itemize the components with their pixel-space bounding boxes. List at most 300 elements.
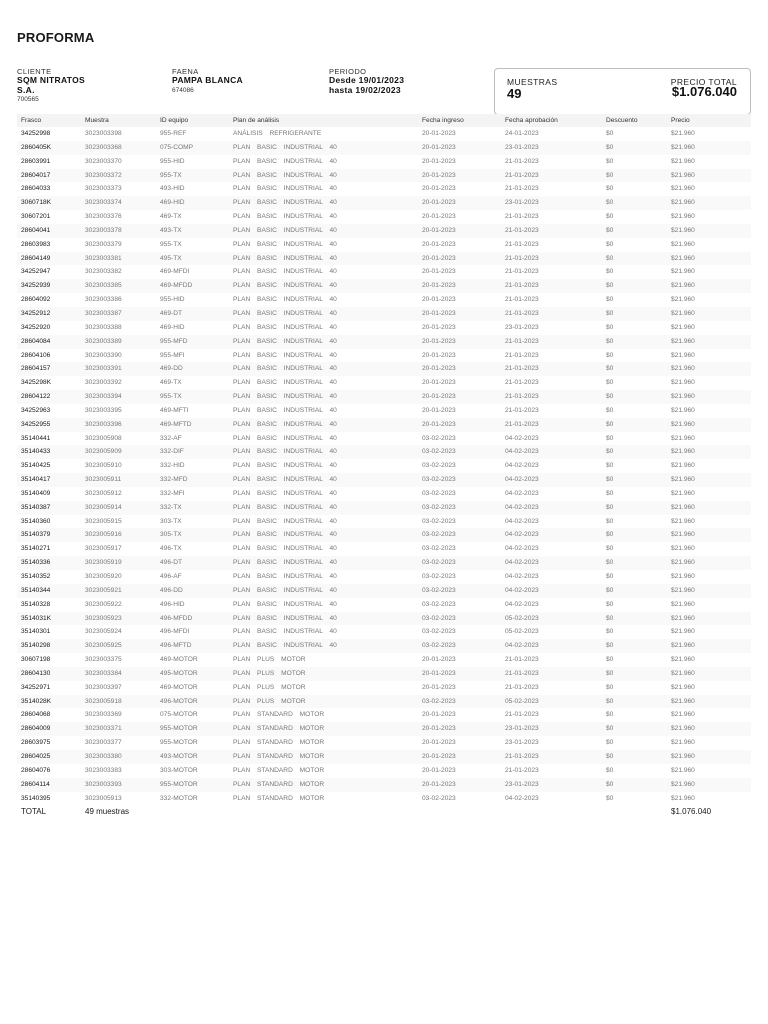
cell-fecha-ingreso: 20-01-2023 [422,296,456,304]
cell-fecha-ingreso: 20-01-2023 [422,420,456,428]
cell-muestra: 3023005912 [85,489,122,497]
cell-id-equipo: 469-MFTI [160,406,189,414]
cell-id-equipo: 955-REF [160,130,187,137]
header-descuento: Descuento [606,117,638,124]
table-row [17,169,751,183]
cell-muestra: 3023005909 [85,448,122,456]
cell-id-equipo: 469-MFDD [160,282,193,290]
table-row [17,238,751,252]
cell-muestra: 3023005911 [85,476,122,484]
table-row [17,584,751,598]
cell-descuento: $0 [606,766,614,774]
cell-frasco: 35140352 [21,573,51,580]
cell-muestra: 3023003381 [85,254,122,262]
cell-id-equipo: 305-TX [160,531,182,539]
cell-precio: $21.960 [671,752,695,760]
table-row [17,764,751,778]
cell-muestra: 3023005915 [85,517,122,525]
cell-descuento: $0 [606,780,614,788]
cell-descuento: $0 [606,642,614,650]
cell-muestra: 3023005914 [85,503,122,511]
cell-precio: $21.960 [671,379,695,387]
cell-fecha-ingreso: 20-01-2023 [422,130,456,137]
cell-fecha-aprobacion: 05-02-2023 [505,697,539,705]
cell-fecha-ingreso: 20-01-2023 [422,766,456,774]
cell-fecha-aprobacion: 04-02-2023 [505,434,539,442]
cell-id-equipo: 955-MFI [160,351,185,359]
cell-fecha-aprobacion: 21-01-2023 [505,683,539,691]
cell-id-equipo: 469-HID [160,199,185,207]
cell-descuento: $0 [606,309,614,317]
cell-descuento: $0 [606,462,614,470]
table-row [17,722,751,736]
cell-descuento: $0 [606,683,614,691]
cell-frasco: 28604130 [21,669,51,677]
cell-frasco: 28604149 [21,254,51,262]
cell-fecha-ingreso: 20-01-2023 [422,171,456,179]
cell-precio: $21.960 [671,448,695,456]
cell-descuento: $0 [606,393,614,401]
cell-id-equipo: 493-HID [160,185,185,193]
cell-precio: $21.960 [671,628,695,636]
cell-frasco: 35140417 [21,476,51,484]
cell-fecha-ingreso: 03-02-2023 [422,531,456,539]
cell-plan: PLAN BASIC INDUSTRIAL 40 [233,240,337,248]
cell-frasco: 28604092 [21,296,51,304]
cell-precio: $21.960 [671,268,695,276]
cell-frasco: 28604076 [21,766,51,774]
cell-frasco: 35140433 [21,448,51,456]
cell-descuento: $0 [606,600,614,608]
cell-fecha-aprobacion: 21-01-2023 [505,268,539,276]
cell-descuento: $0 [606,752,614,760]
table-row [17,404,751,418]
table-row [17,667,751,681]
cell-muestra: 3023003389 [85,337,122,345]
cell-id-equipo: 332-TX [160,503,182,511]
cell-plan: PLAN BASIC INDUSTRIAL 40 [233,213,337,221]
cell-descuento: $0 [606,697,614,705]
cell-fecha-aprobacion: 04-02-2023 [505,476,539,484]
cell-plan: PLAN BASIC INDUSTRIAL 40 [233,268,337,276]
cell-muestra: 3023003372 [85,171,122,179]
table-row [17,335,751,349]
cell-frasco: 30607201 [21,213,51,221]
cell-fecha-ingreso: 03-02-2023 [422,600,456,608]
cell-precio: $21.960 [671,323,695,331]
cell-fecha-aprobacion: 21-01-2023 [505,711,539,719]
table-row [17,695,751,709]
cell-descuento: $0 [606,337,614,345]
total-label: TOTAL [21,807,47,817]
table-row [17,418,751,432]
cell-precio: $21.960 [671,476,695,484]
cell-muestra: 3023003392 [85,379,122,387]
cell-fecha-aprobacion: 21-01-2023 [505,309,539,317]
cell-fecha-aprobacion: 21-01-2023 [505,296,539,304]
cell-id-equipo: 493-MOTOR [160,752,198,760]
cell-id-equipo: 955-TX [160,240,182,248]
cell-muestra: 3023003390 [85,351,122,359]
cell-frasco: 35140379 [21,531,51,539]
cell-fecha-aprobacion: 04-02-2023 [505,559,539,567]
cell-plan: PLAN BASIC INDUSTRIAL 40 [233,143,337,151]
cell-fecha-aprobacion: 23-01-2023 [505,199,539,207]
cell-fecha-ingreso: 20-01-2023 [422,240,456,248]
cell-id-equipo: 955-TX [160,171,182,179]
cell-descuento: $0 [606,656,614,664]
cell-frasco: 35140387 [21,503,51,511]
cell-plan: PLAN BASIC INDUSTRIAL 40 [233,351,337,359]
cell-descuento: $0 [606,379,614,387]
cell-muestra: 3023005910 [85,462,122,470]
cell-descuento: $0 [606,254,614,262]
cell-plan: PLAN BASIC INDUSTRIAL 40 [233,517,337,525]
table-row [17,570,751,584]
cell-fecha-aprobacion: 04-02-2023 [505,586,539,594]
cell-plan: PLAN BASIC INDUSTRIAL 40 [233,503,337,511]
cell-precio: $21.960 [671,669,695,677]
cell-fecha-ingreso: 03-02-2023 [422,614,456,622]
cell-muestra: 3023003378 [85,226,122,234]
cell-fecha-ingreso: 20-01-2023 [422,683,456,691]
table-row [17,432,751,446]
cell-frasco: 35140271 [21,545,51,553]
cell-fecha-aprobacion: 23-01-2023 [505,739,539,747]
cell-plan: PLAN BASIC INDUSTRIAL 40 [233,393,337,401]
cell-fecha-ingreso: 03-02-2023 [422,489,456,497]
cell-muestra: 3023003380 [85,752,122,760]
cell-fecha-aprobacion: 04-02-2023 [505,503,539,511]
cell-precio: $21.960 [671,143,695,151]
cell-precio: $21.960 [671,683,695,691]
table-row [17,390,751,404]
cell-fecha-ingreso: 03-02-2023 [422,794,456,802]
cell-fecha-aprobacion: 04-02-2023 [505,794,539,802]
cell-plan: PLAN STANDARD MOTOR [233,739,325,747]
cell-descuento: $0 [606,573,614,580]
cell-frasco: 35140441 [21,434,51,442]
cell-id-equipo: 496-HID [160,600,185,608]
cell-frasco: 35140395 [21,794,51,802]
cell-fecha-aprobacion: 23-01-2023 [505,725,539,733]
cell-precio: $21.960 [671,559,695,567]
cell-frasco: 28604009 [21,725,51,733]
cell-fecha-ingreso: 03-02-2023 [422,628,456,636]
cell-muestra: 3023003375 [85,656,122,664]
precio-total-label: PRECIO TOTAL [670,77,737,87]
cell-descuento: $0 [606,739,614,747]
cell-muestra: 3023005918 [85,697,122,705]
cell-frasco: 35140301 [21,628,51,636]
cell-fecha-aprobacion: 05-02-2023 [505,614,539,622]
cell-fecha-aprobacion: 21-01-2023 [505,669,539,677]
cell-precio: $21.960 [671,794,695,802]
cell-frasco: 28603991 [21,157,51,165]
cell-frasco: 3425298K [21,379,52,387]
cell-fecha-aprobacion: 21-01-2023 [505,226,539,234]
cell-plan: PLAN BASIC INDUSTRIAL 40 [233,323,337,331]
cell-plan: PLAN STANDARD MOTOR [233,766,325,774]
cell-precio: $21.960 [671,351,695,359]
cell-fecha-aprobacion: 04-02-2023 [505,462,539,470]
cell-plan: PLAN BASIC INDUSTRIAL 40 [233,448,337,456]
cell-precio: $21.960 [671,254,695,262]
cell-frasco: 28604025 [21,752,51,760]
cell-id-equipo: 469-DD [160,365,183,373]
cell-precio: $21.960 [671,337,695,345]
cell-plan: PLAN PLUS MOTOR [233,683,306,691]
cell-id-equipo: 332-MFD [160,476,188,484]
cell-fecha-aprobacion: 21-01-2023 [505,351,539,359]
cell-frasco: 34252955 [21,420,51,428]
cell-plan: PLAN BASIC INDUSTRIAL 40 [233,406,337,414]
periodo-block [329,68,469,95]
cell-fecha-ingreso: 20-01-2023 [422,752,456,760]
cell-muestra: 3023003395 [85,406,122,414]
cell-fecha-ingreso: 03-02-2023 [422,503,456,511]
cell-muestra: 3023003371 [85,725,122,733]
cell-fecha-ingreso: 20-01-2023 [422,739,456,747]
table-row [17,224,751,238]
cell-descuento: $0 [606,351,614,359]
table-row [17,459,751,473]
cell-id-equipo: 303-TX [160,517,182,525]
cell-descuento: $0 [606,711,614,719]
muestras-value: 49 [507,86,522,101]
cell-precio: $21.960 [671,586,695,594]
cell-descuento: $0 [606,545,614,553]
faena-code: 674086 [172,86,194,94]
cell-fecha-ingreso: 20-01-2023 [422,780,456,788]
cell-muestra: 3023003396 [85,420,122,428]
cell-frasco: 28604041 [21,226,51,234]
cell-descuento: $0 [606,517,614,525]
cell-fecha-ingreso: 20-01-2023 [422,199,456,207]
cell-fecha-aprobacion: 21-01-2023 [505,379,539,387]
table-row [17,293,751,307]
cell-plan: PLAN BASIC INDUSTRIAL 40 [233,296,337,304]
cell-frasco: 28604017 [21,171,51,179]
cell-fecha-ingreso: 20-01-2023 [422,309,456,317]
cell-muestra: 3023003397 [85,683,122,691]
cell-id-equipo: 332-DIF [160,448,184,456]
cell-plan: PLAN BASIC INDUSTRIAL 40 [233,171,337,179]
table-row [17,612,751,626]
cell-precio: $21.960 [671,489,695,497]
table-row [17,127,751,141]
cell-descuento: $0 [606,199,614,207]
cell-precio: $21.960 [671,711,695,719]
cell-precio: $21.960 [671,462,695,470]
cell-id-equipo: 332-MOTOR [160,794,198,802]
cell-muestra: 3023003373 [85,185,122,193]
cell-frasco: 34252939 [21,282,51,290]
cell-descuento: $0 [606,628,614,636]
cell-descuento: $0 [606,240,614,248]
cell-fecha-ingreso: 03-02-2023 [422,517,456,525]
table-row [17,708,751,722]
cell-fecha-aprobacion: 21-01-2023 [505,337,539,345]
cell-precio: $21.960 [671,780,695,788]
cell-muestra: 3023005919 [85,559,122,567]
cell-muestra: 3023003376 [85,213,122,221]
header-plan: Plan de análisis [233,117,280,124]
cell-precio: $21.960 [671,656,695,664]
cell-fecha-aprobacion: 21-01-2023 [505,393,539,401]
cell-plan: PLAN STANDARD MOTOR [233,711,325,719]
cell-id-equipo: 469-MOTOR [160,683,198,691]
cell-plan: PLAN PLUS MOTOR [233,697,306,705]
cell-plan: PLAN BASIC INDUSTRIAL 40 [233,337,337,345]
cell-id-equipo: 075-MOTOR [160,711,198,719]
cell-fecha-aprobacion: 21-01-2023 [505,365,539,373]
cell-plan: PLAN BASIC INDUSTRIAL 40 [233,489,337,497]
cell-fecha-ingreso: 20-01-2023 [422,365,456,373]
cell-precio: $21.960 [671,614,695,622]
table-row [17,279,751,293]
cell-plan: PLAN BASIC INDUSTRIAL 40 [233,226,337,234]
cell-precio: $21.960 [671,517,695,525]
cell-fecha-aprobacion: 21-01-2023 [505,213,539,221]
cell-descuento: $0 [606,586,614,594]
table-row [17,196,751,210]
cell-muestra: 3023003382 [85,268,122,276]
cell-precio: $21.960 [671,642,695,650]
header-fecha-aprobacion: Fecha aprobación [505,117,558,124]
cell-precio: $21.960 [671,199,695,207]
cell-descuento: $0 [606,448,614,456]
page-title: PROFORMA [17,30,95,45]
cell-precio: $21.960 [671,725,695,733]
cell-frasco: 35140298 [21,642,51,650]
cell-muestra: 3023003368 [85,143,122,151]
cell-fecha-aprobacion: 21-01-2023 [505,185,539,193]
cell-fecha-ingreso: 03-02-2023 [422,476,456,484]
cell-descuento: $0 [606,282,614,290]
table-row [17,515,751,529]
table-row [17,792,751,806]
summary-box [494,68,751,115]
table-row [17,625,751,639]
cell-precio: $21.960 [671,739,695,747]
samples-table [17,114,751,819]
cell-id-equipo: 469-MOTOR [160,656,198,664]
cell-descuento: $0 [606,406,614,414]
cell-descuento: $0 [606,434,614,442]
cliente-label: CLIENTE [17,67,52,76]
cell-frasco: 35140336 [21,559,51,567]
cell-frasco: 35140360 [21,517,51,525]
table-row [17,210,751,224]
cell-descuento: $0 [606,268,614,276]
header-muestra: Muestra [85,117,109,124]
cell-id-equipo: 303-MOTOR [160,766,198,774]
table-row [17,653,751,667]
cell-frasco: 35140344 [21,586,51,594]
cell-plan: PLAN BASIC INDUSTRIAL 40 [233,462,337,470]
total-amount: $1.076.040 [671,807,712,817]
cell-fecha-ingreso: 20-01-2023 [422,323,456,331]
cell-fecha-aprobacion: 23-01-2023 [505,323,539,331]
cell-id-equipo: 075-COMP [160,143,193,151]
cell-muestra: 3023003369 [85,711,122,719]
cell-frasco: 28604114 [21,780,50,788]
cell-plan: PLAN BASIC INDUSTRIAL 40 [233,531,337,539]
cell-descuento: $0 [606,559,614,567]
cell-plan: PLAN BASIC INDUSTRIAL 40 [233,614,337,622]
cell-precio: $21.960 [671,296,695,304]
cell-id-equipo: 496-MFTD [160,642,192,650]
table-row [17,321,751,335]
table-row [17,182,751,196]
cell-frasco: 34252998 [21,130,51,137]
cell-fecha-aprobacion: 05-02-2023 [505,628,539,636]
cell-muestra: 3023003387 [85,309,122,317]
cell-fecha-ingreso: 03-02-2023 [422,573,456,580]
cell-frasco: 34252963 [21,406,51,414]
cell-fecha-ingreso: 20-01-2023 [422,406,456,414]
cell-fecha-ingreso: 20-01-2023 [422,268,456,276]
cell-frasco: 34252971 [21,683,51,691]
cell-fecha-aprobacion: 21-01-2023 [505,420,539,428]
table-row [17,362,751,376]
table-row [17,639,751,653]
cell-fecha-ingreso: 20-01-2023 [422,725,456,733]
cell-descuento: $0 [606,531,614,539]
cell-fecha-aprobacion: 21-01-2023 [505,282,539,290]
cell-id-equipo: 496-MFDI [160,628,190,636]
cell-precio: $21.960 [671,130,695,137]
cell-plan: PLAN BASIC INDUSTRIAL 40 [233,282,337,290]
table-row [17,141,751,155]
cell-descuento: $0 [606,489,614,497]
cell-id-equipo: 955-MFD [160,337,188,345]
table-row [17,445,751,459]
cell-frasco: 28604122 [21,393,51,401]
table-row [17,501,751,515]
cell-fecha-ingreso: 20-01-2023 [422,185,456,193]
cell-precio: $21.960 [671,766,695,774]
faena-name: PAMPA BLANCA [172,75,243,85]
cell-muestra: 3023003394 [85,393,122,401]
cell-id-equipo: 955-MOTOR [160,739,198,747]
cell-plan: PLAN BASIC INDUSTRIAL 40 [233,365,337,373]
cell-frasco: 35140328 [21,600,51,608]
cell-precio: $21.960 [671,503,695,511]
cell-precio: $21.960 [671,226,695,234]
cell-frasco: 34252912 [21,309,51,317]
cell-muestra: 3023005922 [85,600,122,608]
cell-fecha-ingreso: 20-01-2023 [422,379,456,387]
cell-id-equipo: 469-TX [160,379,182,387]
cell-frasco: 3060718K [21,199,52,207]
cell-id-equipo: 496-AF [160,573,182,580]
cell-fecha-aprobacion: 23-01-2023 [505,143,539,151]
total-count: 49 muestras [85,807,130,817]
cell-muestra: 3023003383 [85,766,122,774]
cell-precio: $21.960 [671,573,695,580]
cell-fecha-ingreso: 03-02-2023 [422,434,456,442]
cell-id-equipo: 955-MOTOR [160,780,198,788]
cell-precio: $21.960 [671,545,695,553]
cell-precio: $21.960 [671,420,695,428]
cell-plan: PLAN BASIC INDUSTRIAL 40 [233,199,337,207]
faena-block [172,68,312,95]
cell-plan: PLAN PLUS MOTOR [233,656,306,664]
cell-precio: $21.960 [671,600,695,608]
cell-fecha-aprobacion: 21-01-2023 [505,157,539,165]
